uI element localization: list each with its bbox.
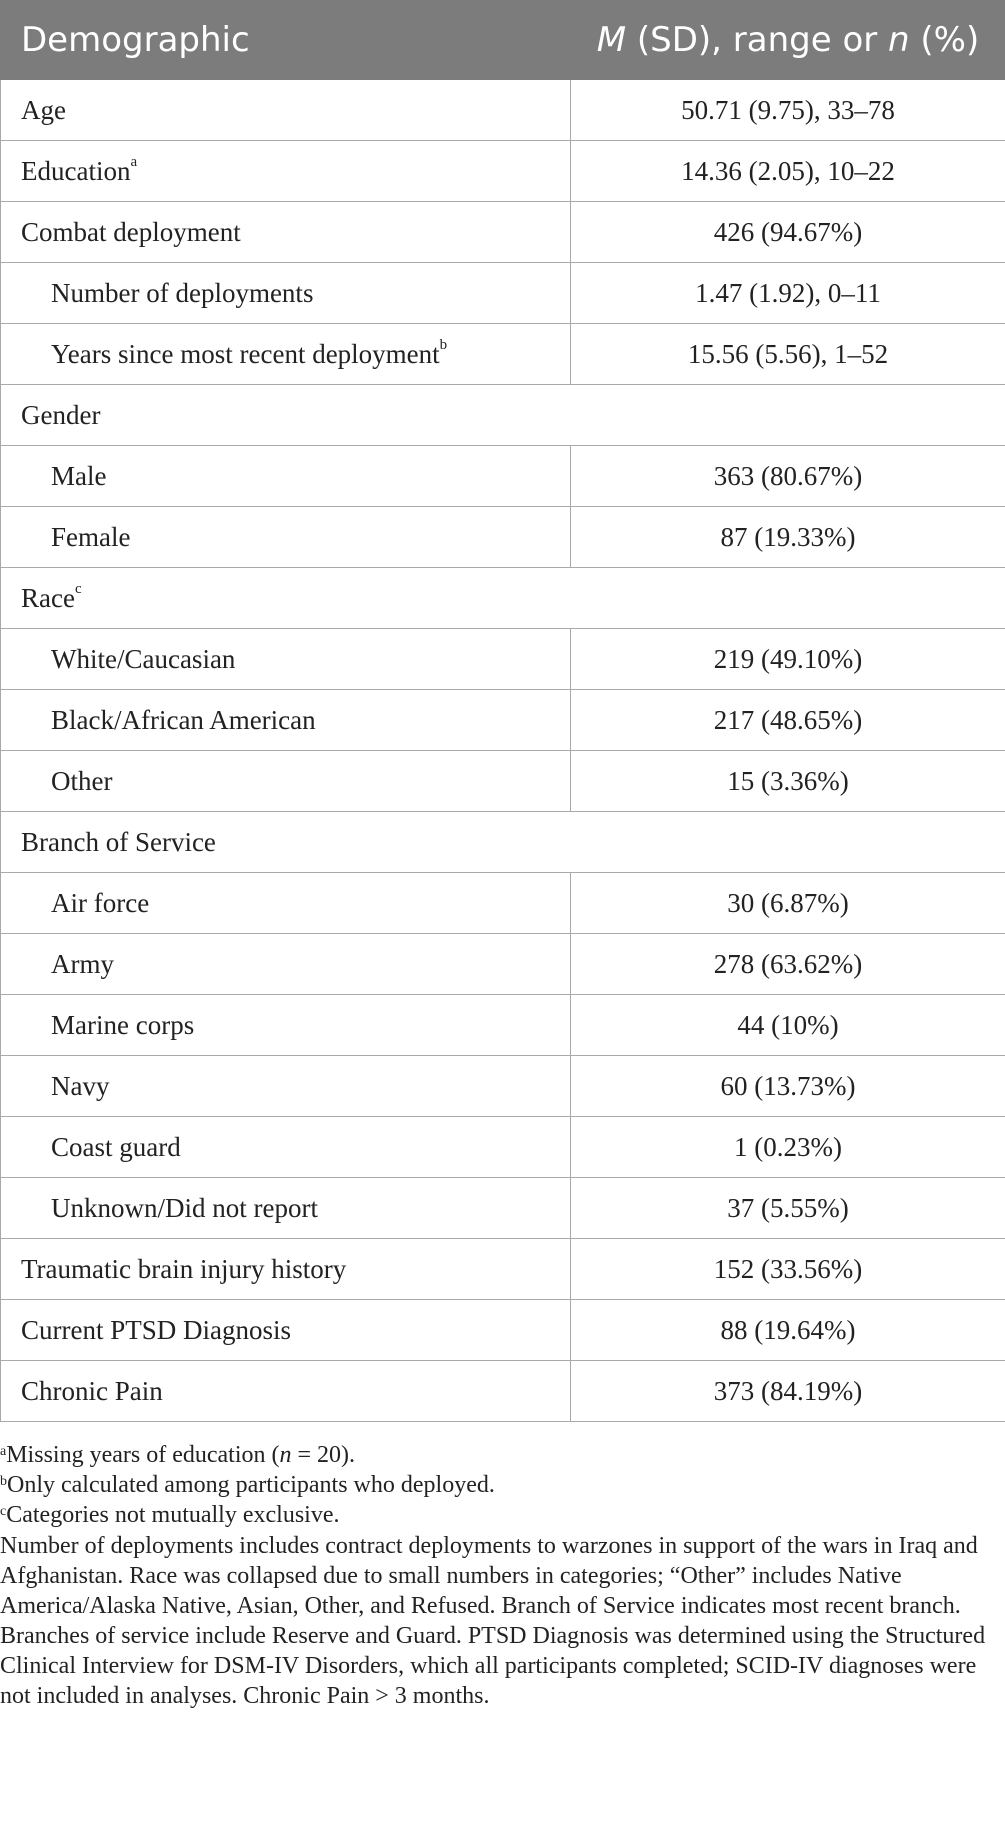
row-footnote-marker: b: [439, 336, 448, 353]
row-value: 426 (94.67%): [571, 202, 1005, 263]
column-header-demographic: Demographic: [1, 1, 571, 80]
row-value: 44 (10%): [571, 995, 1005, 1056]
row-value: 1 (0.23%): [571, 1117, 1005, 1178]
footnote-b-text: Only calculated among participants who deployed.: [7, 1472, 495, 1498]
row-label: Branch of Service: [21, 826, 216, 857]
row-label-cell: [1, 568, 1005, 629]
table-row: [1, 1300, 1005, 1361]
row-label: Chronic Pain: [21, 1375, 163, 1406]
table-row: [1, 263, 1005, 324]
row-label-cell: [1, 1239, 571, 1300]
row-label: Age: [21, 94, 66, 125]
row-label: Number of deployments: [51, 277, 314, 308]
row-label-cell: [1, 812, 1005, 873]
footnote-c-marker: c: [0, 1504, 7, 1519]
table-row: [1, 751, 1005, 812]
row-label-cell: [1, 690, 571, 751]
row-label-cell: [1, 141, 571, 202]
footnote-a: [0, 1440, 990, 1470]
row-label: Combat deployment: [21, 216, 241, 247]
row-label-cell: [1, 1300, 571, 1361]
row-label-cell: [1, 1056, 571, 1117]
header-end: (%): [909, 20, 980, 60]
row-footnote-marker: a: [130, 153, 138, 170]
row-value: 14.36 (2.05), 10–22: [571, 141, 1005, 202]
row-label-cell: [1, 263, 571, 324]
row-label: Race: [21, 582, 75, 613]
header-italic-m: M: [596, 20, 627, 60]
row-value: 50.71 (9.75), 33–78: [571, 80, 1005, 141]
table-row: [1, 80, 1005, 141]
row-label: Unknown/Did not report: [51, 1192, 318, 1223]
row-label: Black/African American: [51, 704, 316, 735]
row-value: 88 (19.64%): [571, 1300, 1005, 1361]
footnote-a-before: Missing years of education (: [6, 1442, 280, 1468]
row-label: Other: [51, 765, 113, 796]
header-italic-n: n: [888, 20, 910, 60]
row-label-cell: [1, 446, 571, 507]
footnote-b-marker: b: [0, 1474, 7, 1489]
row-value: 363 (80.67%): [571, 446, 1005, 507]
row-value: 219 (49.10%): [571, 629, 1005, 690]
table-row: [1, 1056, 1005, 1117]
row-label: White/Caucasian: [51, 643, 236, 674]
row-value: 60 (13.73%): [571, 1056, 1005, 1117]
row-label-cell: [1, 1178, 571, 1239]
table-row: [1, 1361, 1005, 1422]
table-body: [1, 80, 1005, 1422]
row-label: Years since most recent deployment: [51, 338, 440, 369]
row-label-cell: [1, 507, 571, 568]
row-label: Coast guard: [51, 1131, 181, 1162]
row-footnote-marker: c: [74, 580, 82, 597]
footnote-b: [0, 1470, 990, 1500]
table-row: [1, 568, 1005, 629]
table-row: [1, 1117, 1005, 1178]
row-label-cell: [1, 324, 571, 385]
row-value: 217 (48.65%): [571, 690, 1005, 751]
table-row: [1, 934, 1005, 995]
table-row: [1, 385, 1005, 446]
row-label: Marine corps: [51, 1009, 195, 1040]
row-value: 15 (3.36%): [571, 751, 1005, 812]
footnote-c: [0, 1500, 990, 1530]
row-label-cell: [1, 1361, 571, 1422]
row-value: 15.56 (5.56), 1–52: [571, 324, 1005, 385]
footnote-c-text: Categories not mutually exclusive.: [6, 1502, 340, 1528]
table-row: [1, 873, 1005, 934]
row-label-cell: [1, 385, 1005, 446]
row-label: Gender: [21, 399, 101, 430]
row-value: 37 (5.55%): [571, 1178, 1005, 1239]
column-header-statistic: [571, 1, 1005, 80]
row-label: Current PTSD Diagnosis: [21, 1314, 291, 1345]
row-value: 87 (19.33%): [571, 507, 1005, 568]
table-footnotes: [0, 1440, 990, 1711]
row-label-cell: [1, 873, 571, 934]
table-row: [1, 324, 1005, 385]
row-label: Female: [51, 521, 131, 552]
table-row: [1, 1239, 1005, 1300]
row-label: Army: [51, 948, 114, 979]
table-row: [1, 446, 1005, 507]
footnote-a-marker: a: [0, 1444, 7, 1459]
row-label-cell: [1, 934, 571, 995]
row-label-cell: [1, 629, 571, 690]
table-row: [1, 507, 1005, 568]
table-row: [1, 1178, 1005, 1239]
row-value: 30 (6.87%): [571, 873, 1005, 934]
table-row: [1, 202, 1005, 263]
footnote-paragraph: Number of deployments includes contract deployments to warzones in support of the wars in Iraq and Afghanistan. Race was collapsed due to small numbers in categories; “Other” includes Native America/Alaska Native, Asian, Other, and Refused. Branch of Service indicates most recent branch. Branches of service include Reserve and Guard. PTSD Diagnosis was determined using the Structured Clinical Interview for DSM-IV Disorders, which all participants completed; SCID-IV diagnoses were not included in analyses. Chronic Pain > 3 months.: [0, 1533, 986, 1709]
row-label-cell: [1, 751, 571, 812]
table-header-row: [1, 1, 1005, 80]
row-label-cell: [1, 80, 571, 141]
row-label: Male: [51, 460, 107, 491]
row-value: 373 (84.19%): [571, 1361, 1005, 1422]
row-label-cell: [1, 995, 571, 1056]
footnote-a-after: = 20).: [291, 1442, 356, 1468]
table-row: [1, 690, 1005, 751]
row-label: Air force: [51, 887, 150, 918]
row-value: 1.47 (1.92), 0–11: [571, 263, 1005, 324]
row-label-cell: [1, 1117, 571, 1178]
table-row: [1, 141, 1005, 202]
row-label-cell: [1, 202, 571, 263]
table-row: [1, 812, 1005, 873]
row-value: 278 (63.62%): [571, 934, 1005, 995]
row-label: Education: [21, 155, 131, 186]
row-value: 152 (33.56%): [571, 1239, 1005, 1300]
table-row: [1, 629, 1005, 690]
table-row: [1, 995, 1005, 1056]
row-label: Navy: [51, 1070, 110, 1101]
footnote-a-italic: n: [279, 1442, 292, 1468]
row-label: Traumatic brain injury history: [21, 1253, 347, 1284]
header-mid: (SD), range or: [626, 20, 889, 60]
